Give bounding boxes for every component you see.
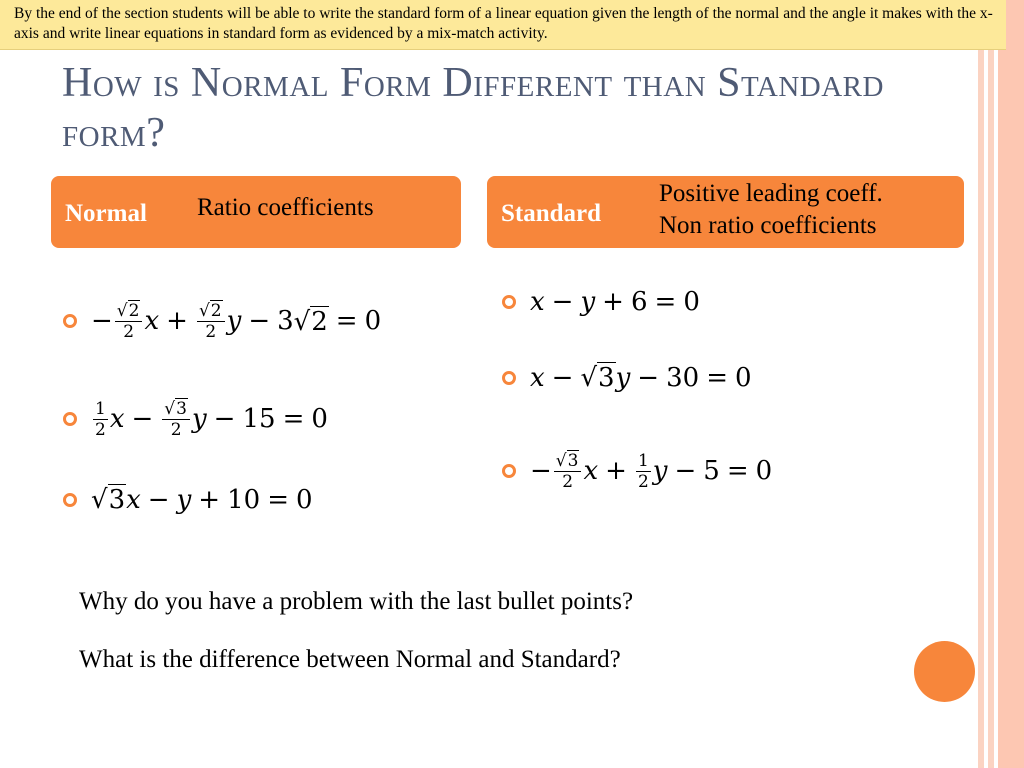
standard-note-line1: Positive leading coeff. — [659, 180, 883, 207]
ring-bullet-icon — [502, 371, 516, 385]
decorative-circle — [914, 641, 975, 702]
equation-text: x − y + 6 = 0 — [530, 287, 700, 317]
normal-equation-2 — [63, 398, 328, 440]
ring-bullet-icon — [63, 314, 77, 328]
ring-bullet-icon — [502, 295, 516, 309]
standard-note-line2: Non ratio coefficients — [659, 212, 877, 239]
standard-equation-1 — [502, 287, 700, 317]
question-1: Why do you have a problem with the last bullet points? — [79, 588, 634, 615]
ring-bullet-icon — [502, 464, 516, 478]
standard-label: Standard — [501, 200, 602, 227]
slide-title: How is Normal Form Different than Standard form? — [62, 60, 884, 156]
equation-text: − √ 3 2 x + $\frac{1}{2}$ y − 5 = 0 — [530, 450, 773, 492]
question-2: What is the difference between Normal and Standard? — [79, 646, 621, 673]
normal-label: Normal — [65, 200, 147, 227]
decorative-stripes — [978, 0, 1024, 768]
ring-bullet-icon — [63, 493, 77, 507]
standard-equation-2 — [502, 362, 752, 393]
equation-text: − √ 2 2 x + √ 2 2 y − 3 √ 2 = 0 — [91, 301, 382, 342]
normal-equation-1 — [63, 300, 381, 342]
objective-banner: By the end of the section students will be able to write the standard form of a linear equation given the length of the normal and the angle it makes with the x-axis and write linear equations in standard form as evidenced by a mix-match activity. — [0, 0, 1006, 50]
equation-text: √ 3 x − y + 10 = 0 — [91, 484, 313, 515]
equation-text: x − √ 3 y − 30 = 0 — [530, 362, 752, 393]
normal-equation-3 — [63, 484, 313, 515]
standard-header-box — [487, 176, 964, 248]
standard-equation-3 — [502, 450, 772, 492]
normal-header-box — [51, 176, 461, 248]
normal-note: Ratio coefficients — [197, 194, 374, 221]
equation-text: $\frac{1}{2}$ x − √ 3 2 y − 15 = 0 — [95, 398, 328, 440]
ring-bullet-icon — [63, 412, 77, 426]
